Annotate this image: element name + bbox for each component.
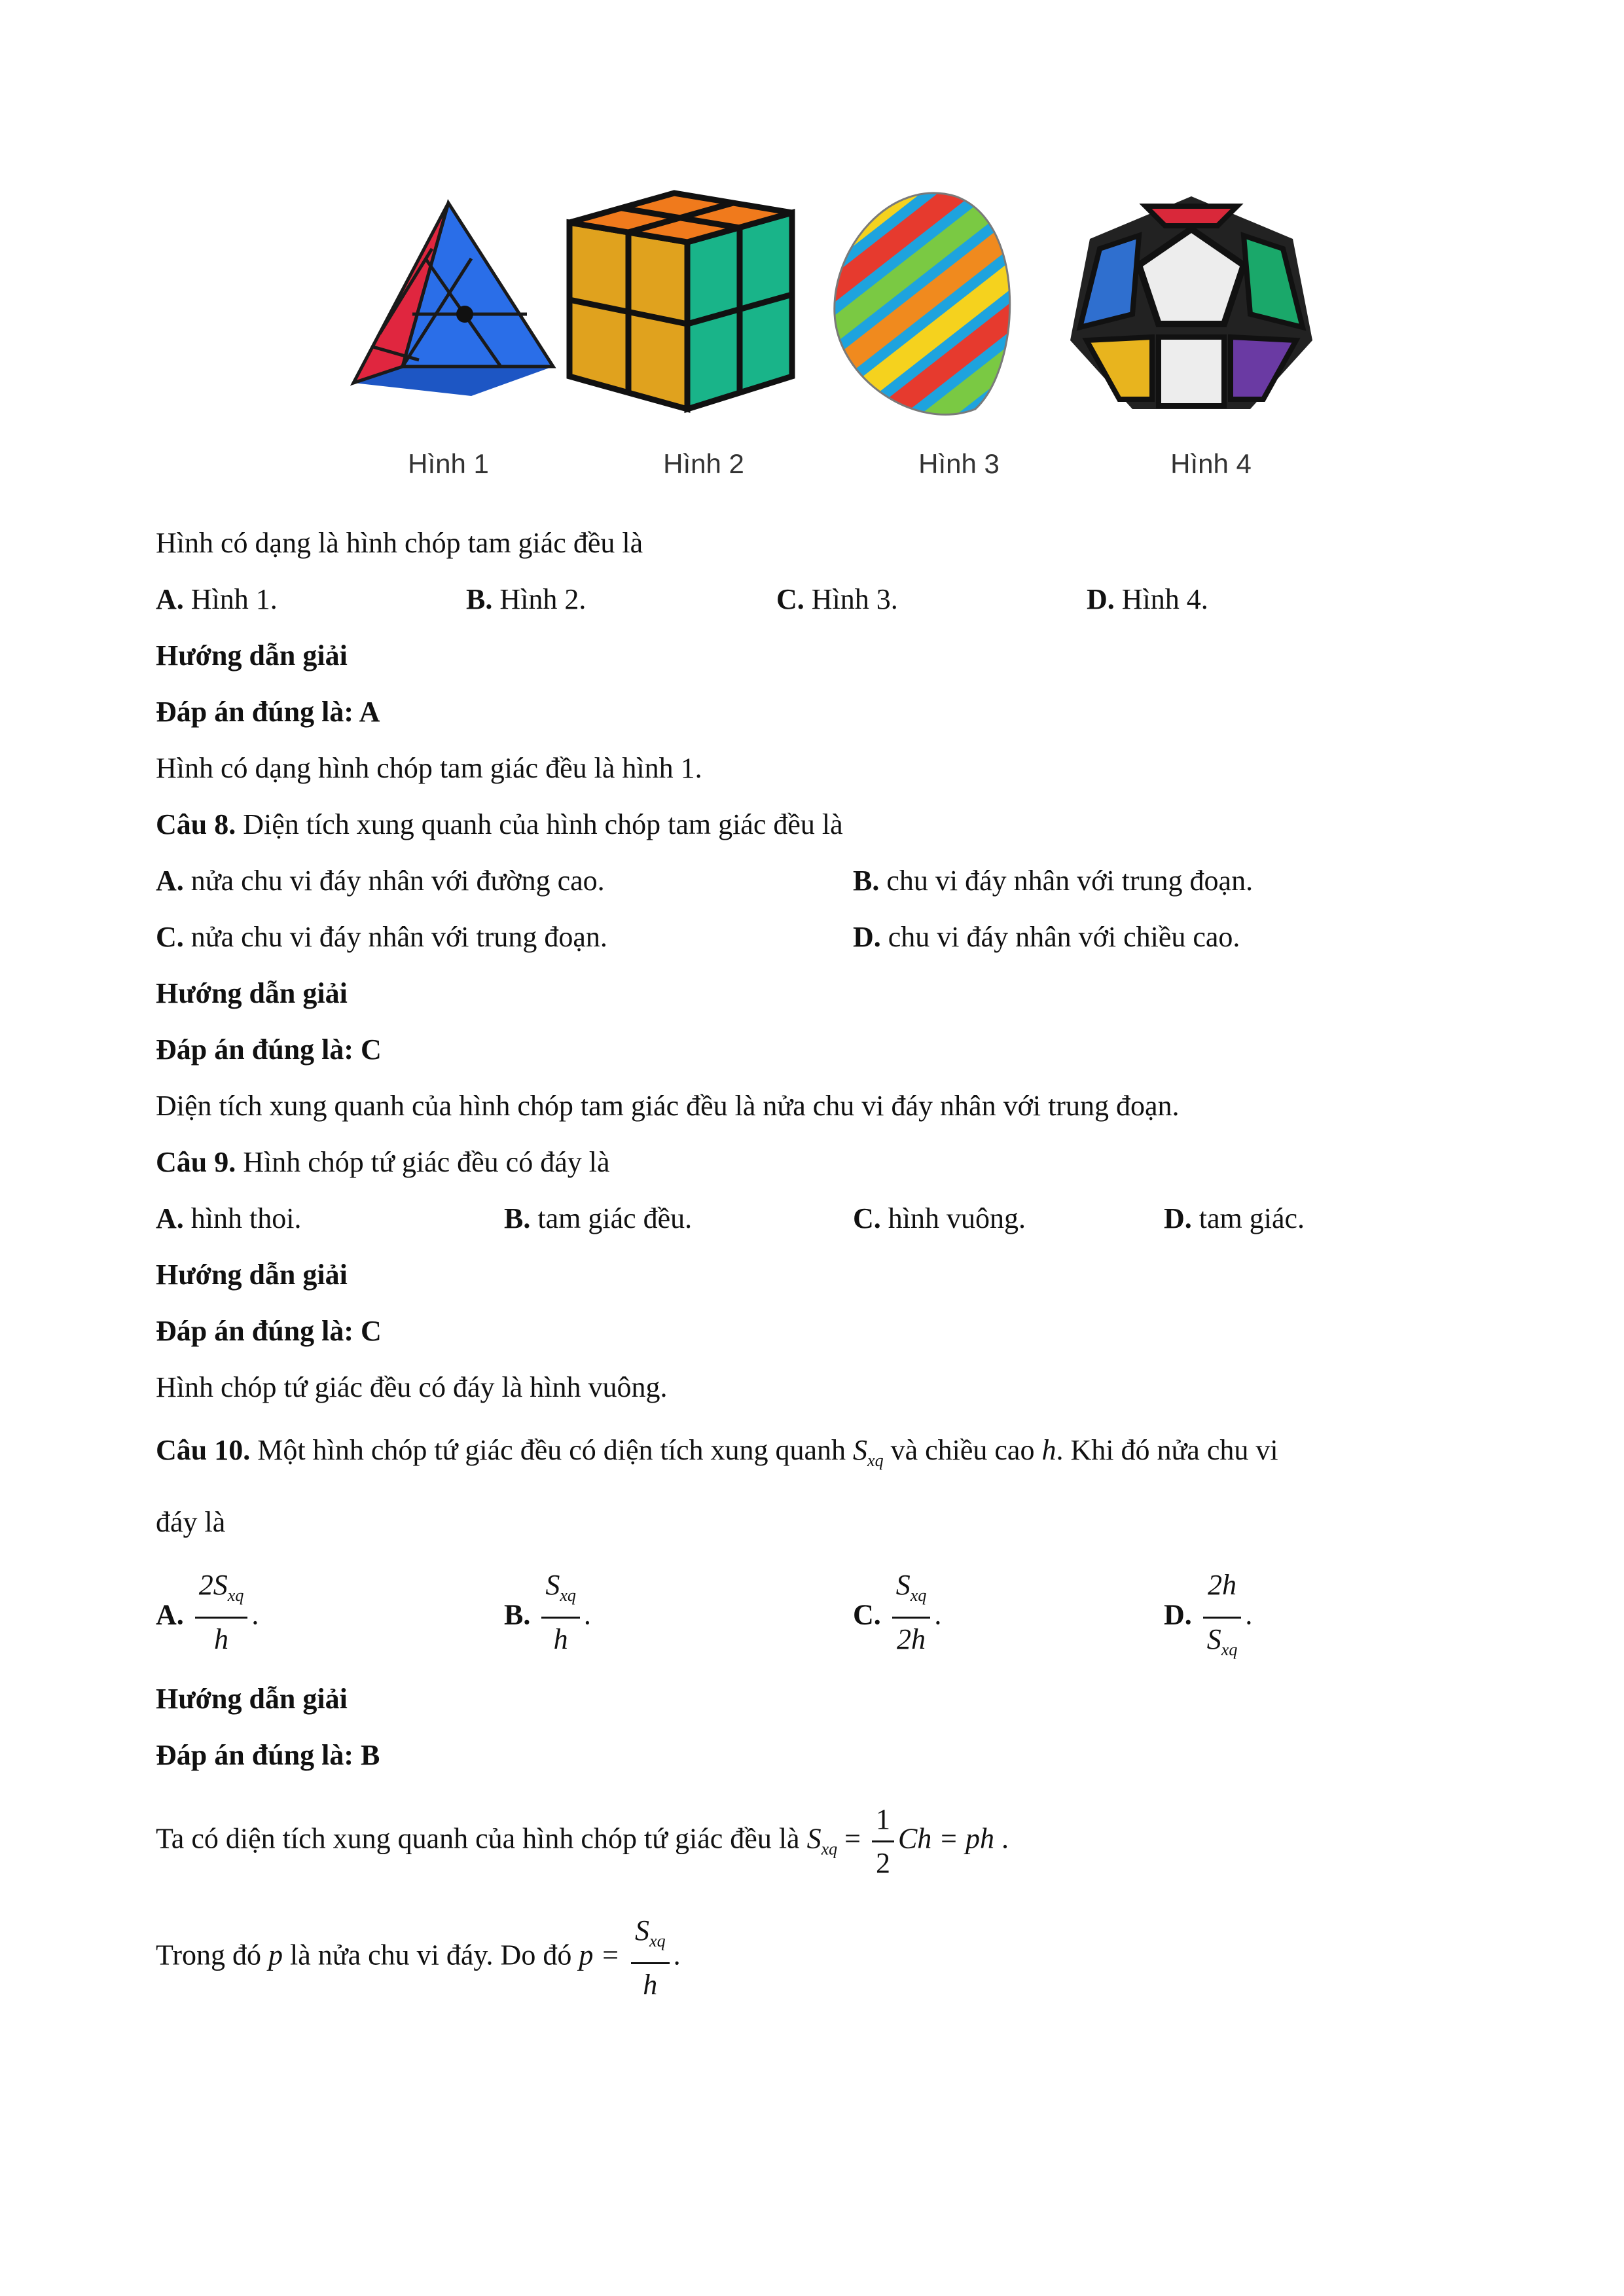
q8-option-c: C. nửa chu vi đáy nhân với trung đoạn. (156, 921, 607, 953)
q9-guide-heading: Hướng dẫn giải (156, 1259, 348, 1291)
figure-caption-3: Hình 3 (918, 448, 1000, 479)
q7-guide-heading: Hướng dẫn giải (156, 639, 348, 672)
q7-explanation: Hình có dạng hình chóp tam giác đều là hình 1. (156, 752, 702, 784)
q9-option-a: A. hình thoi. (156, 1202, 302, 1234)
q8-option-a: A. nửa chu vi đáy nhân với đường cao. (156, 865, 605, 897)
q9-answer: Đáp án đúng là: C (156, 1315, 382, 1347)
q10-option-c-fraction: $\frac{S_{xq}}{2h}$ (892, 1564, 931, 1671)
q10-option-b-fraction: $\frac{S_{xq}}{h}$ (541, 1564, 580, 1671)
q10-option-d: D. $\frac{2h}{S_{xq}}$ . (1164, 1564, 1252, 1671)
q9-stem: Câu 9. Hình chóp tứ giác đều có đáy là (156, 1146, 610, 1178)
pyramid-puzzle-image (340, 151, 556, 425)
q10-option-b: B. $\frac{S_{xq}}{h}$ . (504, 1564, 591, 1671)
q8-stem: Câu 8. Diện tích xung quanh của hình chóp tam giác đều là (156, 808, 843, 840)
figure-caption-1: Hình 1 (408, 448, 489, 479)
q10-stem-line2: đáy là (156, 1506, 226, 1538)
megaminx-puzzle-image (1060, 151, 1322, 425)
sphere-puzzle-image (812, 151, 1034, 425)
q10-explanation-1: Ta có diện tích xung quanh của hình chóp tứ giác đều là $S_{xq}$ = $\frac{1}{2}$ Ch = ph . (156, 1799, 1009, 1884)
q7-stem: Hình có dạng là hình chóp tam giác đều là (156, 527, 643, 559)
q10-option-a-fraction: $\frac{2S_{xq}}{h}$ (195, 1564, 248, 1671)
q9-option-b: B. tam giác đều. (504, 1202, 693, 1234)
q10-option-c: C. $\frac{S_{xq}}{2h}$ . (853, 1564, 941, 1671)
figure-caption-2: Hình 2 (663, 448, 744, 479)
q10-option-a: A. $\frac{2S_{xq}}{h}$ . (156, 1564, 259, 1671)
puzzle-figures (340, 151, 1322, 497)
q8-answer: Đáp án đúng là: C (156, 1033, 382, 1066)
q10-guide-heading: Hướng dẫn giải (156, 1683, 348, 1715)
half-fraction: $\frac{1}{2}$ (872, 1799, 894, 1884)
q7-option-c: C. Hình 3. (776, 583, 898, 615)
p-fraction: $\frac{S_{xq}}{h}$ (631, 1910, 670, 2006)
q7-answer: Đáp án đúng là: A (156, 696, 380, 728)
q7-option-d: D. Hình 4. (1087, 583, 1208, 615)
q9-explanation: Hình chóp tứ giác đều có đáy là hình vuông. (156, 1371, 668, 1403)
q10-answer: Đáp án đúng là: B (156, 1739, 380, 1771)
q8-explanation: Diện tích xung quanh của hình chóp tam giác đều là nửa chu vi đáy nhân với trung đoạn. (156, 1090, 1180, 1122)
q8-option-d: D. chu vi đáy nhân với chiều cao. (853, 921, 1240, 953)
q9-option-d: D. tam giác. (1164, 1202, 1305, 1234)
q10-explanation-2: Trong đó p là nửa chu vi đáy. Do đó p = $\frac{S_{xq}}{h}$ . (156, 1910, 681, 2006)
q9-option-c: C. hình vuông. (853, 1202, 1026, 1234)
cube-2x2-image (563, 151, 805, 425)
q10-stem: Câu 10. Một hình chóp tứ giác đều có diện tích xung quanh $S_{xq}$ và chiều cao h. Khi đó nửa chu vi (156, 1434, 1278, 1470)
q10-option-d-fraction: $\frac{2h}{S_{xq}}$ (1203, 1564, 1242, 1671)
q8-option-b: B. chu vi đáy nhân với trung đoạn. (853, 865, 1254, 897)
q8-guide-heading: Hướng dẫn giải (156, 977, 348, 1009)
figure-caption-4: Hình 4 (1170, 448, 1252, 479)
q7-option-a: A. Hình 1. (156, 583, 278, 615)
q7-option-b: B. Hình 2. (466, 583, 586, 615)
